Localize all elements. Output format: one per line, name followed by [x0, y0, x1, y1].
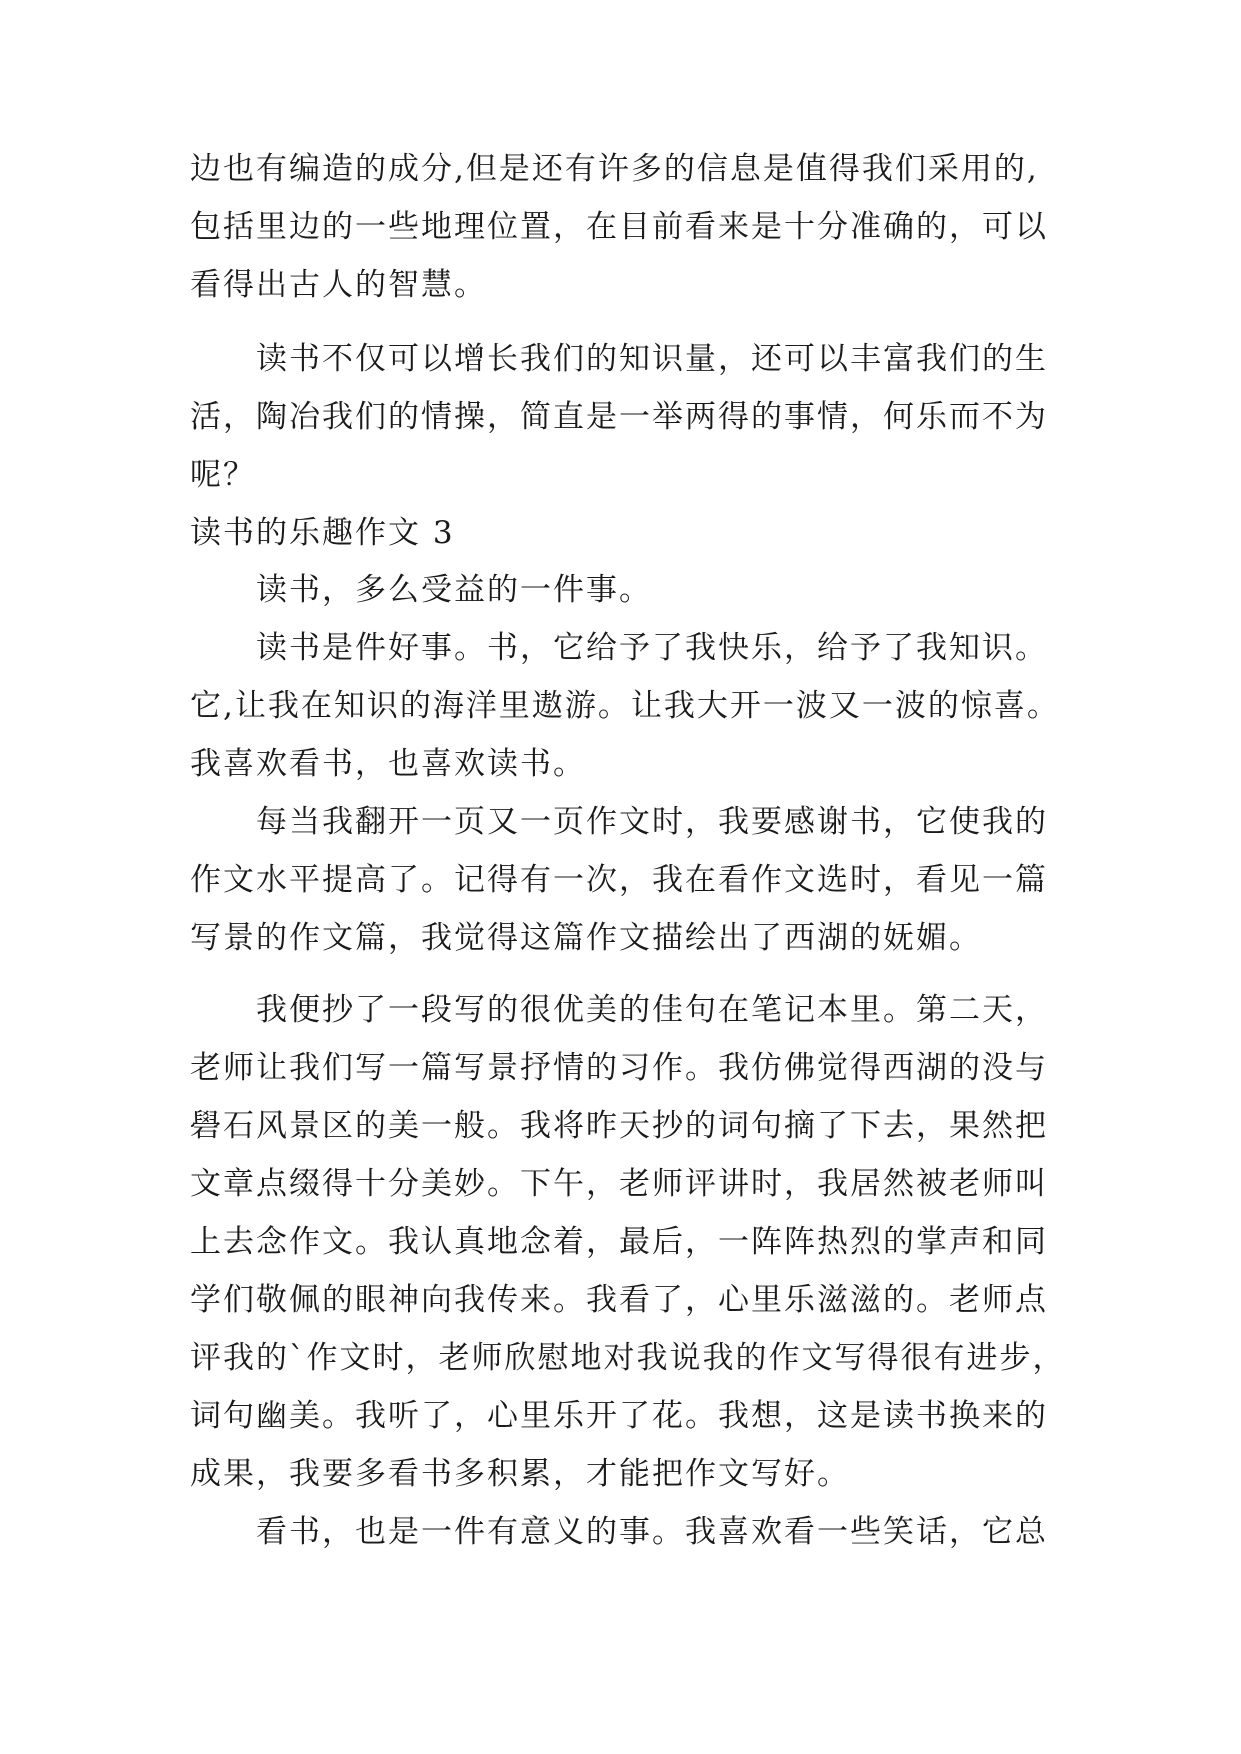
text-line: 上去念作文。我认真地念着，最后，一阵阵热烈的掌声和同	[190, 1224, 1048, 1260]
text-line: 礐石风景区的美一般。我将昨天抄的词句摘了下去，果然把	[190, 1108, 1048, 1144]
text-line: 看得出古人的智慧。	[190, 267, 487, 303]
text-line: 边也有编造的成分,但是还有许多的信息是值得我们采用的,	[190, 151, 1039, 187]
text-line: 词句幽美。我听了，心里乐开了花。我想，这是读书换来的	[190, 1398, 1048, 1434]
text-line: 成果，我要多看书多积累，才能把作文写好。	[190, 1456, 850, 1492]
text-line: 学们敬佩的眼神向我传来。我看了，心里乐滋滋的。老师点	[190, 1282, 1048, 1318]
paragraph-first-line: 我便抄了一段写的很优美的佳句在笔记本里。第二天，	[256, 992, 1048, 1028]
text-line: 活，陶冶我们的情操，简直是一举两得的事情，何乐而不为	[190, 399, 1048, 435]
text-line: 包括里边的一些地理位置，在目前看来是十分准确的，可以	[190, 209, 1048, 245]
text-line: 写景的作文篇，我觉得这篇作文描绘出了西湖的妩媚。	[190, 920, 982, 956]
text-line: 它,让我在知识的海洋里遨游。让我大开一波又一波的惊喜。	[190, 688, 1060, 724]
paragraph-first-line: 读书不仅可以增长我们的知识量，还可以丰富我们的生	[256, 341, 1048, 377]
paragraph-first-line: 读书，多么受益的一件事。	[256, 572, 652, 608]
text-line: 呢？	[190, 457, 256, 493]
text-line: 老师让我们写一篇写景抒情的习作。我仿佛觉得西湖的没与	[190, 1050, 1048, 1086]
text-line: 文章点缀得十分美妙。下午，老师评讲时，我居然被老师叫	[190, 1166, 1048, 1202]
text-line: 我喜欢看书，也喜欢读书。	[190, 746, 586, 782]
text-line: 评我的`作文时，老师欣慰地对我说我的作文写得很有进步，	[190, 1340, 1066, 1376]
text-line: 作文水平提高了。记得有一次，我在看作文选时，看见一篇	[190, 862, 1048, 898]
section-heading: 读书的乐趣作文 3	[190, 515, 455, 551]
paragraph-first-line: 读书是件好事。书，它给予了我快乐，给予了我知识。	[256, 630, 1048, 666]
paragraph-first-line: 看书，也是一件有意义的事。我喜欢看一些笑话，它总	[256, 1514, 1048, 1550]
paragraph-first-line: 每当我翻开一页又一页作文时，我要感谢书，它使我的	[256, 804, 1048, 840]
